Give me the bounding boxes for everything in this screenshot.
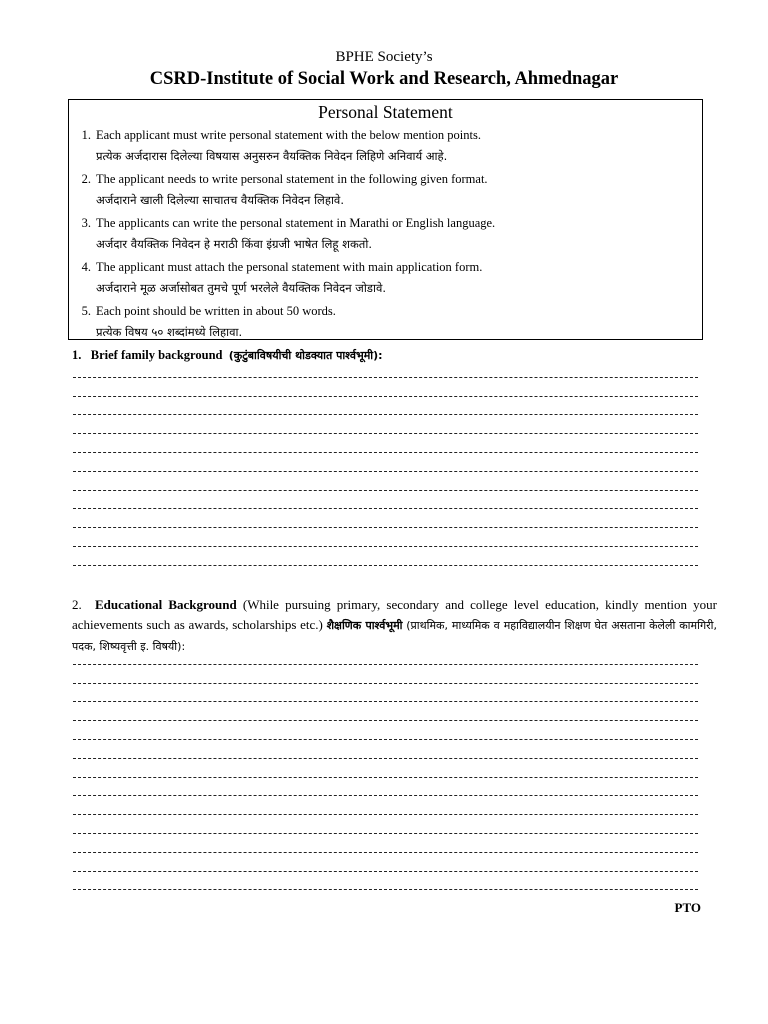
answer-line[interactable]	[73, 415, 698, 434]
instruction-item	[69, 301, 702, 345]
answer-line[interactable]	[73, 434, 698, 453]
instruction-text-en: The applicant needs to write personal statement in the following given format.	[96, 172, 488, 186]
instruction-item	[69, 257, 702, 301]
answer-line[interactable]	[73, 796, 698, 815]
answer-line[interactable]	[73, 547, 698, 566]
answer-line[interactable]	[73, 872, 698, 891]
answer-line[interactable]	[73, 815, 698, 834]
answer-line[interactable]	[73, 453, 698, 472]
instruction-text-mr: अर्जदाराने मूळ अर्जासोबत तुमचे पूर्ण भरलेले वैयक्तिक निवेदन जोडावे.	[96, 281, 386, 295]
answer-line[interactable]	[73, 684, 698, 703]
society-name: BPHE Society’s	[335, 49, 433, 65]
answer-line[interactable]	[73, 397, 698, 416]
instruction-text-mr: प्रत्येक विषय ५० शब्दांमध्ये लिहावा.	[96, 325, 243, 339]
answer-line[interactable]	[73, 491, 698, 510]
answer-line[interactable]	[73, 778, 698, 797]
instruction-item	[69, 213, 702, 257]
instruction-number: 1.	[81, 128, 91, 142]
answer-line[interactable]	[73, 646, 698, 665]
instruction-text-en: The applicants can write the personal statement in Marathi or English language.	[96, 216, 496, 230]
instruction-text-en: The applicant must attach the personal statement with main application form.	[96, 260, 483, 274]
instruction-text-en: Each applicant must write personal statement with the below mention points.	[96, 128, 481, 142]
family-background-answer-lines[interactable]	[73, 359, 698, 566]
instruction-text-mr: अर्जदाराने खाली दिलेल्या साचातच वैयक्तिक निवेदन लिहावे.	[96, 193, 344, 207]
instruction-text-mr: प्रत्येक अर्जदारास दिलेल्या विषयास अनुसरुन वैयक्तिक निवेदन लिहिणे अनिवार्य आहे.	[96, 149, 448, 163]
answer-line[interactable]	[73, 853, 698, 872]
instruction-item	[69, 125, 702, 169]
section-label: Educational Background	[95, 597, 237, 612]
section-description: (While pursuing primary, secondary and college level education, kindly mention your achievements such as awards, scholarships etc.)	[72, 597, 718, 632]
answer-line[interactable]	[73, 665, 698, 684]
instruction-number: 3.	[81, 216, 91, 230]
instruction-number: 2.	[81, 172, 91, 186]
answer-line[interactable]	[73, 509, 698, 528]
answer-line[interactable]	[73, 834, 698, 853]
institute-name: CSRD-Institute of Social Work and Research, Ahmednagar	[149, 69, 619, 89]
instructions-list	[69, 125, 702, 345]
pto-label: PTO	[674, 900, 701, 915]
answer-line[interactable]	[73, 759, 698, 778]
section-label-mr: शैक्षणिक पार्श्वभूमी	[326, 619, 403, 632]
section-number: 2.	[72, 597, 82, 612]
answer-line[interactable]	[73, 740, 698, 759]
instruction-item	[69, 169, 702, 213]
instruction-number: 4.	[81, 260, 91, 274]
answer-line[interactable]	[73, 359, 698, 378]
instruction-text-en: Each point should be written in about 50 words.	[96, 304, 336, 318]
answer-line[interactable]	[73, 378, 698, 397]
instruction-text-mr: अर्जदार वैयक्तिक निवेदन हे मराठी किंवा इंग्रजी भाषेत लिहू शकतो.	[96, 237, 372, 251]
answer-line[interactable]	[73, 721, 698, 740]
section-number: 1.	[72, 348, 82, 362]
instruction-number: 5.	[81, 304, 91, 318]
instructions-title: Personal Statement	[318, 102, 453, 122]
instructions-box	[68, 99, 703, 340]
section-label-mr: (कुटुंबाविषयीची थोडक्यात पार्श्वभूमी):	[228, 349, 383, 362]
section-description-mr: (प्राथमिक, माध्यमिक व महाविद्यालयीन शिक्षण घेत असताना केलेली कामगिरी, पदक, शिष्यवृत्ती इ. विषयी):	[72, 619, 718, 653]
answer-line[interactable]	[73, 472, 698, 491]
answer-line[interactable]	[73, 528, 698, 547]
section-label: Brief family background	[90, 348, 223, 362]
answer-line[interactable]	[73, 702, 698, 721]
education-background-answer-lines[interactable]	[73, 646, 698, 890]
